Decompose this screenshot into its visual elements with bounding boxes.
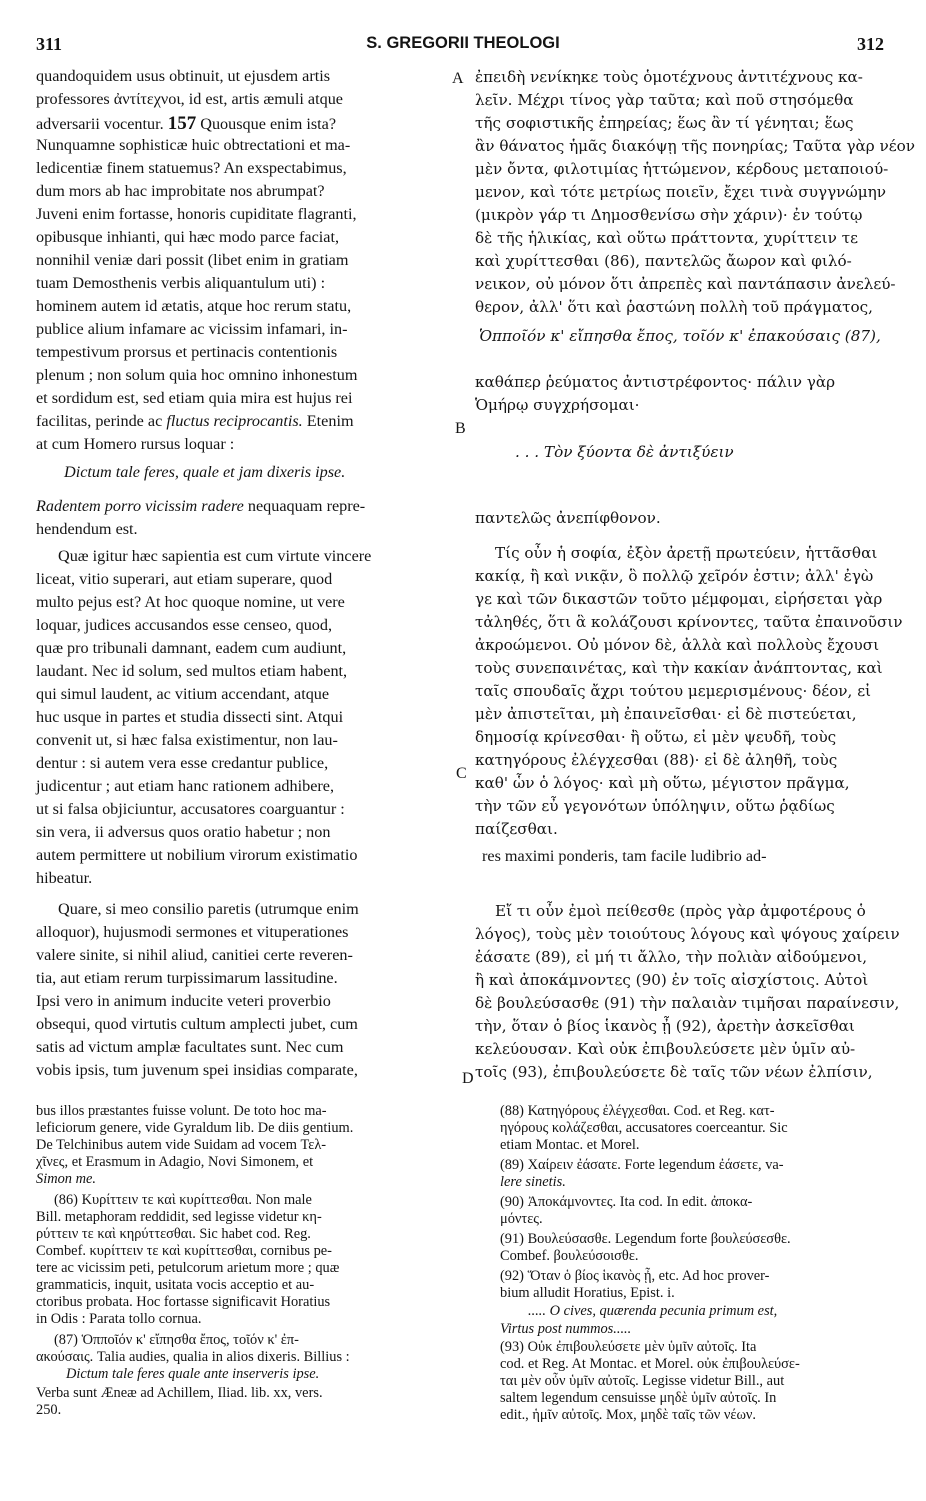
latin-line: et sordidum est, sed etiam quia mira est hujus rei (36, 389, 353, 407)
latin-line: tempestivum prorsus et pertinacis contentionis (36, 343, 338, 361)
footnote-line: Simon me. (36, 1171, 96, 1187)
latin-line: judicentur ; aut etiam hanc rationem adhibere, (36, 777, 334, 795)
latin-line: ut si falsa objiciuntur, accusatores coarguantur : (36, 800, 345, 818)
latin-line: hominem autem id ætatis, atque hoc rerum statu, (36, 297, 352, 315)
greek-line: (μικρὸν γάρ τι Δημοσθενίσω σὴν χάριν)· ἐν τούτῳ (475, 206, 863, 224)
footnote-line: ηγόρους κολάζεσθαι, accusatores coerceantur. Sic (500, 1120, 788, 1136)
greek-line: παίζεσθαι. (475, 820, 558, 838)
latin-line: quæ pro tribunali damnant, eadem cum audiunt, (36, 639, 347, 657)
latin-line: huc usque in partes et studia dissecti sint. Atqui (36, 708, 344, 726)
footnote-line: 250. (36, 1402, 62, 1418)
latin-line: obsequi, quod virtutis cultum amplecti jubet, cum (36, 1015, 358, 1033)
latin-line: Ipsi vero in animum inducite veteri proverbio (36, 992, 331, 1010)
latin-line: dum mors ab hac improbitate nos abrumpat? (36, 182, 325, 200)
footnote-line: Dictum tale feres quale ante inserveris ipse. (66, 1366, 320, 1382)
footnote-line: (89) Χαίρειν ἐάσατε. Forte legendum ἐάσετε, va- (500, 1157, 784, 1173)
footnote-line: ται μὲν οὖν ὑμῖν αὐτοῖς. Legisse videtur Bill., aut (500, 1373, 785, 1389)
latin-line: adversarii vocentur. 157 Quousque enim ista? (36, 113, 337, 134)
footnote-line: cod. et Reg. At Montac. et Morel. οὐκ ἐπιβουλεύσε- (500, 1356, 800, 1372)
greek-line: τοῖς (93), ἐπιβουλεύσετε δὲ ταῖς τῶν νέων ἐλπίσιν, (475, 1063, 873, 1081)
greek-quote: . . . Τὸν ξύοντα δὲ ἀντιξύειν (515, 443, 734, 461)
latin-line: publice alium infamare ac vicissim infamari, in- (36, 320, 348, 338)
greek-line: καὶ χυρίττεσθαι (86), παντελῶς ἄωρον καὶ φιλό- (475, 252, 852, 270)
footnote-line: leficiorum genere, vide Gyraldum lib. De diis gentium. (36, 1120, 354, 1136)
latin-line: Nunquamne sophisticæ huic obtrectationi et ma- (36, 136, 351, 154)
greek-line: μενον, καὶ τότε μετρίως ποιεῖν, ἔχει τινὰ συγγνώμην (475, 183, 886, 201)
footnote-line: tere ac vicissim peti, petulcorum arietum more ; quæ (36, 1260, 340, 1276)
page-number-right: 312 (857, 34, 884, 54)
greek-line: Τίς οὖν ἡ σοφία, ἐξὸν ἀρετῇ πρωτεύειν, ἡττᾶσθαι (495, 544, 878, 562)
section-marker-d: D (462, 1070, 474, 1087)
greek-line: καθάπερ ῥεύματος ἀντιστρέφοντος· πάλιν γὰρ (475, 373, 836, 391)
footnote-line: edit., ἡμῖν αὐτοῖς. Mox, μηδὲ ταῖς τῶν νέων. (500, 1407, 757, 1423)
greek-line: ἀκροώμενοι. Οὐ μόνον δὲ, ἀλλὰ καὶ πολλοὺς ἔχουσι (475, 636, 880, 654)
greek-line: τὴν τῶν εὖ γεγονότων ὑπόληψιν, οὕτω ῥᾳδίως (475, 797, 835, 815)
latin-line: opibusque inhianti, qui hæc modo parce faciat, (36, 228, 339, 246)
greek-line: Εἴ τι οὖν ἐμοὶ πείθεσθε (πρὸς γὰρ ἀμφοτέρους ὁ (495, 902, 866, 920)
latin-line: quandoquidem usus obtinuit, ut ejusdem artis (36, 67, 331, 85)
latin-line: alloquor), hujusmodi sermones et vituperationes (36, 923, 349, 941)
footnote-line: lere sinetis. (500, 1174, 566, 1190)
latin-line: valere sinite, si nihil aliud, canitiei certe reveren- (36, 946, 353, 964)
latin-line: qui simul laudent, ac vitium accendant, atque (36, 685, 330, 703)
greek-line: ἐπειδὴ νενίκηκε τοὺς ὁμοτέχνους ἀντιτέχνους κα- (475, 68, 863, 86)
section-marker-b: B (455, 420, 466, 437)
footnote-line: Combef. κυρίττειν τε καὶ κυρίττεσθαι, cornibus pe- (36, 1243, 332, 1259)
latin-quote: Dictum tale feres, quale et jam dixeris ipse. (64, 463, 346, 481)
latin-line: ledicentiæ finem statuemus? An exspectabimus, (36, 159, 347, 177)
greek-line: δὲ βουλεύσασθε (91) τὴν παλαιὰν τιμῆσαι παραίνεσιν, (475, 994, 900, 1012)
latin-line: Juveni enim fortasse, honoris cupiditate flagranti, (36, 205, 357, 223)
greek-line: παντελῶς ἀνεπίφθονον. (475, 509, 661, 527)
latin-line: professores ἀντίτεχνοι, id est, artis æmuli atque (36, 90, 343, 108)
latin-line: Radentem porro vicissim radere nequaquam repre- (36, 497, 366, 515)
footnote-line: Combef. βουλεύσοισθε. (500, 1248, 639, 1264)
greek-line: τἀληθές, ὅτι ἃ κολάζουσι κρίνοντες, ταῦτα ἐπαινοῦσιν (475, 613, 903, 631)
greek-line: κατηγόρους ἐλέγχεσθαι (88)· εἰ δὲ ἀληθῆ, τοὺς (475, 751, 838, 769)
greek-line: γε καὶ τῶν δικαστῶν τοῦτο μέμφομαι, εἰρήσεται γὰρ (475, 590, 883, 608)
latin-line: convenit ut, si hæc falsa existimentur, non lau- (36, 731, 338, 749)
greek-line: ἐάσατε (89), εἰ μή τι ἄλλο, τὴν πολιὰν αἰδούμενοι, (475, 948, 868, 966)
page-number-left: 311 (36, 34, 63, 54)
greek-line: δημοσίᾳ κρίνεσθαι· ἢ οὕτω, εἰ μὲν ψευδῆ, τοὺς (475, 728, 837, 746)
footnote-line: ..... O cives, quærenda pecunia primum est, (528, 1303, 778, 1319)
latin-line: facilitas, perinde ac fluctus reciprocantis. Etenim (36, 412, 354, 430)
latin-line: plenum ; non solum quia hoc omnino inhonestum (36, 366, 358, 384)
latin-line: autem permittere ut nobilium virorum existimatio (36, 846, 358, 864)
latin-continuation: res maximi ponderis, tam facile ludibrio ad- (482, 847, 767, 865)
greek-line: λεῖν. Μέχρι τίνος γὰρ ταῦτα; καὶ ποῦ στησόμεθα (475, 91, 854, 109)
latin-line: dentur : si autem vera esse credantur publice, (36, 754, 329, 772)
latin-line: hibeatur. (36, 869, 93, 887)
footnote-line: (87) Ὁπποῖόν κ' εἴπησθα ἔπος, τοῖόν κ' ἐπ- (54, 1332, 299, 1348)
latin-line: Quæ igitur hæc sapientia est cum virtute vincere (58, 547, 372, 565)
footnote-line: saltem legendum censuisse μηδὲ ὑμῖν αὐτοῖς. In (500, 1390, 777, 1406)
greek-line: κακίᾳ, ἢ καὶ νικᾷν, ὃ πολλῷ χεῖρόν ἐστιν; ἀλλ' ἐγὼ (475, 567, 874, 585)
greek-line: τῆς σοφιστικῆς ἐπηρείας; ἕως ἂν τί γένηται; ἕως (475, 114, 854, 132)
footnote-line: (92) Ὅταν ὁ βίος ἱκανὸς ᾖ, etc. Ad hoc prover- (500, 1268, 770, 1284)
footnote-line: (88) Κατηγόρους ἐλέγχεσθαι. Cod. et Reg. κατ- (500, 1103, 775, 1119)
latin-line: liceat, vitio superari, aut etiam superare, quod (36, 570, 333, 588)
latin-line: at cum Homero rursus loquar : (36, 435, 235, 453)
greek-line: τοὺς συνεπαινέτας, καὶ τὴν κακίαν ἀνάπτοντας, καὶ (475, 659, 883, 677)
latin-line: tia, aut etiam rerum turpissimarum lassitudine. (36, 969, 338, 987)
greek-line: μὲν ἀπιστεῖται, μὴ ἐπαινεῖσθαι· εἰ δὲ πιστεύεται, (475, 705, 857, 723)
footnote-line: (86) Κυρίττειν τε καὶ κυρίττεσθαι. Non male (54, 1192, 312, 1208)
footnote-line: (91) Βουλεύσασθε. Legendum forte βουλεύσεσθε. (500, 1231, 791, 1247)
greek-line: ταῖς σπουδαῖς ἄχρι τούτου μεμερισμένους· δέον, εἰ (475, 682, 872, 700)
greek-line: θερον, ἀλλ' ὅτι καὶ ῥαστώνη πολλὴ τοῦ πράγματος, (475, 298, 873, 316)
footnote-line: in Odis : Parata tollo cornua. (36, 1311, 202, 1327)
latin-line: Quare, si meo consilio paretis (utrumque enim (58, 900, 359, 918)
footnote-line: χῖνες, et Erasmum in Adagio, Novi Simonem, et (36, 1154, 314, 1170)
footnote-line: ρύττειν τε καὶ κηρύττεσθαι. Sic habet cod. Reg. (36, 1226, 311, 1242)
running-title: S. GREGORII THEOLOGI (366, 34, 560, 52)
latin-line: hendendum est. (36, 520, 138, 538)
latin-line: satis ad victum amplæ facultates sunt. Nec cum (36, 1038, 344, 1056)
footnote-line: ctoribus probata. Hoc fortasse significavit Horatius (36, 1294, 331, 1310)
greek-line: καθ' ὧν ὁ λόγος· καὶ μὴ οὕτω, μέγιστον πρᾶγμα, (475, 774, 850, 792)
footnote-line: Verba sunt Æneæ ad Achillem, Iliad. lib. xx, vers. (36, 1385, 323, 1401)
footnote-line: Virtus post nummos..... (500, 1321, 632, 1337)
greek-line: λόγος), τοὺς μὲν τοιούτους λόγους καὶ ψόγους χαίρειν (475, 925, 900, 943)
latin-line: sin vera, ii adversus quos oratio habetur ; non (36, 823, 331, 841)
latin-line: vobis ipsis, tum juvenum spei insidias comparate, (36, 1061, 358, 1079)
footnote-line: μόντες. (500, 1211, 543, 1227)
greek-line: μὲν ὄντα, φιλοτιμίας ἡττώμενον, κέρδους μεταποιού- (475, 160, 889, 178)
footnote-line: etiam Montac. et Morel. (500, 1137, 640, 1153)
footnote-line: bium alludit Horatius, Epist. i. (500, 1285, 675, 1301)
latin-line: nonnihil veniæ dari possit (libet enim in gratiam (36, 251, 349, 269)
footnote-line: grammaticis, inquit, usitata vocis acceptio et au- (36, 1277, 315, 1293)
latin-line: laudant. Nec id solum, sed multos etiam habent, (36, 662, 348, 680)
latin-line: tuam Demosthenis verbis aliquantulum uti) : (36, 274, 326, 292)
footnote-line: De Telchinibus autem vide Suidam ad vocem Τελ- (36, 1137, 327, 1153)
footnote-line: (93) Οὐκ ἐπιβουλεύσετε μὲν ὑμῖν αὐτοῖς. Ita (500, 1339, 757, 1355)
greek-line: νεικον, οὐ μόνον ὅτι ἀπρεπὲς καὶ παντάπασιν ἀνελεύ- (475, 275, 896, 293)
footnote-line: ακούσαις. Talia audies, qualia in alios dixeris. Billius : (36, 1349, 350, 1365)
greek-line: ἂν θάνατος ἡμᾶς διακόψῃ τῆς πονηρίας; Ταῦτα γὰρ νέον (475, 137, 916, 155)
section-marker-a: A (452, 70, 464, 87)
greek-line: τὴν, ὅταν ὁ βίος ἱκανὸς ᾖ (92), ἀρετὴν ἀσκεῖσθαι (475, 1017, 855, 1035)
greek-line: κελεύουσαν. Καὶ οὐκ ἐπιβουλεύσετε μὲν ὑμῖν αὐ- (475, 1040, 856, 1058)
footnote-line: bus illos præstantes fuisse volunt. De toto hoc ma- (36, 1103, 327, 1119)
section-marker-c: C (456, 765, 467, 782)
footnote-line: (90) Ἀποκάμνοντες. Ita cod. In edit. ἀποκα- (500, 1194, 753, 1210)
latin-line: multo pejus est? At hoc quoque nomine, ut vere (36, 593, 345, 611)
greek-line: Ὁμήρῳ συγχρήσομαι· (475, 396, 640, 414)
greek-line: ἢ καὶ ἀποκάμνοντες (90) ἐν τοῖς αἰσχίστοις. Αὐτοὶ (475, 971, 869, 989)
section-number: 157 (167, 113, 197, 134)
latin-line: loquar, judices accusandos esse censeo, quod, (36, 616, 333, 634)
footnote-line: Bill. metaphoram reddidit, sed legisse videtur κη- (36, 1209, 322, 1225)
greek-line: δὲ τῆς ἡλικίας, καὶ οὕτω πράττοντα, χυρίττειν τε (475, 229, 858, 247)
greek-quote: Ὁπποῖόν κ' εἴπησθα ἔπος, τοῖόν κ' ἐπακούσαις (87), (479, 327, 881, 345)
